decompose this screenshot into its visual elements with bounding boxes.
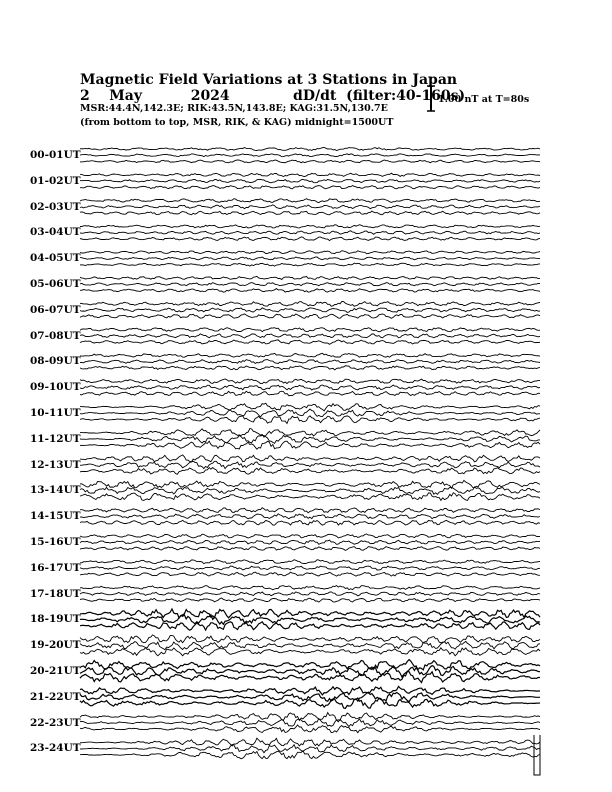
trace-msr [80,416,540,424]
trace-rik [80,592,540,596]
trace-msr [80,725,540,733]
filter-label: (filter:40-160s) [346,88,466,104]
date-year: 2024 [190,88,230,104]
trace-kag [80,480,540,488]
hour-label: 10-11UT [30,407,81,419]
hour-label: 20-21UT [30,665,81,677]
hour-label: 15-16UT [30,536,81,548]
trace-msr [80,186,540,189]
hour-label: 14-15UT [30,510,81,523]
trace-msr [80,289,540,293]
hour-label: 16-17UT [30,561,81,574]
trace-rik [80,435,540,443]
trace-kag [80,251,540,254]
trace-msr [80,520,540,525]
trace-rik [80,461,540,468]
scale-bar-label: 1.00 nT at T=80s [438,94,530,105]
trace-kag [80,379,540,384]
date-month: May [109,88,142,104]
trace-kag [80,586,540,590]
trace-msr [80,211,540,215]
hour-label: 12-13UT [30,458,81,471]
quantity-label: dD/dt [293,88,337,104]
trace-msr [80,340,540,344]
trace-rik [80,360,540,364]
trace-rik [80,514,540,519]
trace-rik [80,257,540,260]
trace-rik [80,283,540,286]
trace-rik [80,231,540,235]
trace-kag [80,302,540,307]
trace-kag [80,353,540,357]
hour-label: 21-22UT [30,690,81,703]
trace-rik [80,334,540,338]
trace-kag [80,534,540,538]
trace-msr [80,648,540,656]
trace-msr [80,572,540,576]
trace-kag [80,713,540,721]
hour-label: 04-05UT [30,252,81,265]
trace-msr [80,263,540,266]
trace-kag [80,560,540,564]
trace-msr [80,160,540,163]
hour-label: 13-14UT [30,484,81,497]
trace-kag [80,225,540,228]
hour-label: 03-04UT [30,226,81,239]
hour-label: 07-08UT [30,329,81,342]
trace-kag [80,173,540,176]
trace-rik [80,385,540,390]
date-day: 2 [80,88,90,104]
trace-rik [80,540,540,544]
hour-label: 11-12UT [30,432,81,445]
hour-label: 02-03UT [30,200,81,213]
hour-label: 06-07UT [30,303,81,316]
trace-msr [80,672,540,683]
trace-msr [80,546,540,550]
trace-msr [80,314,540,319]
trace-rik [80,154,540,157]
trace-msr [80,441,540,449]
station-order-note: (from bottom to top, MSR, RIK, & KAG) midnight=1500UT [80,117,394,128]
hour-label: 22-23UT [30,716,81,729]
stations-info: MSR:44.4N,142.3E; RIK:43.5N,143.8E; KAG:31.5N,130.7E [80,103,388,114]
trace-msr [80,237,540,241]
hour-label: 08-09UT [30,355,81,368]
trace-rik [80,487,540,495]
trace-kag [80,276,540,279]
trace-msr [80,468,540,475]
trace-msr [80,598,540,602]
trace-group [80,148,540,776]
chart-title: Magnetic Field Variations at 3 Stations in Japan [80,72,458,88]
trace-kag [80,686,540,695]
hour-label: 19-20UT [30,639,81,652]
hour-label: 23-24UT [30,742,81,755]
trace-kag [80,429,540,438]
hour-label: 01-02UT [30,174,81,187]
trace-kag [80,508,540,513]
trace-rik [80,719,540,727]
hour-label: 18-19UT [30,613,81,626]
trace-msr [80,698,540,708]
trace-rik [80,179,540,183]
trace-kag [80,738,540,746]
trace-kag [80,455,540,462]
hour-label: 05-06UT [30,278,81,290]
trace-rik [80,745,540,753]
trace-rik [80,615,540,625]
hour-label: 09-10UT [30,381,81,394]
trace-msr [80,493,540,501]
trace-kag [80,148,540,151]
trace-rik [80,566,540,570]
trace-msr [80,751,540,759]
trace-rik [80,308,540,313]
trace-rik [80,205,540,209]
trace-rik [80,641,540,649]
trace-msr [80,366,540,370]
trace-kag [80,328,540,332]
trace-kag [80,199,540,203]
trace-kag [80,635,540,643]
trace-msr [80,391,540,396]
hour-label: 17-18UT [30,587,81,600]
hour-label: 00-01UT [30,149,81,161]
trace-msr [80,622,540,630]
